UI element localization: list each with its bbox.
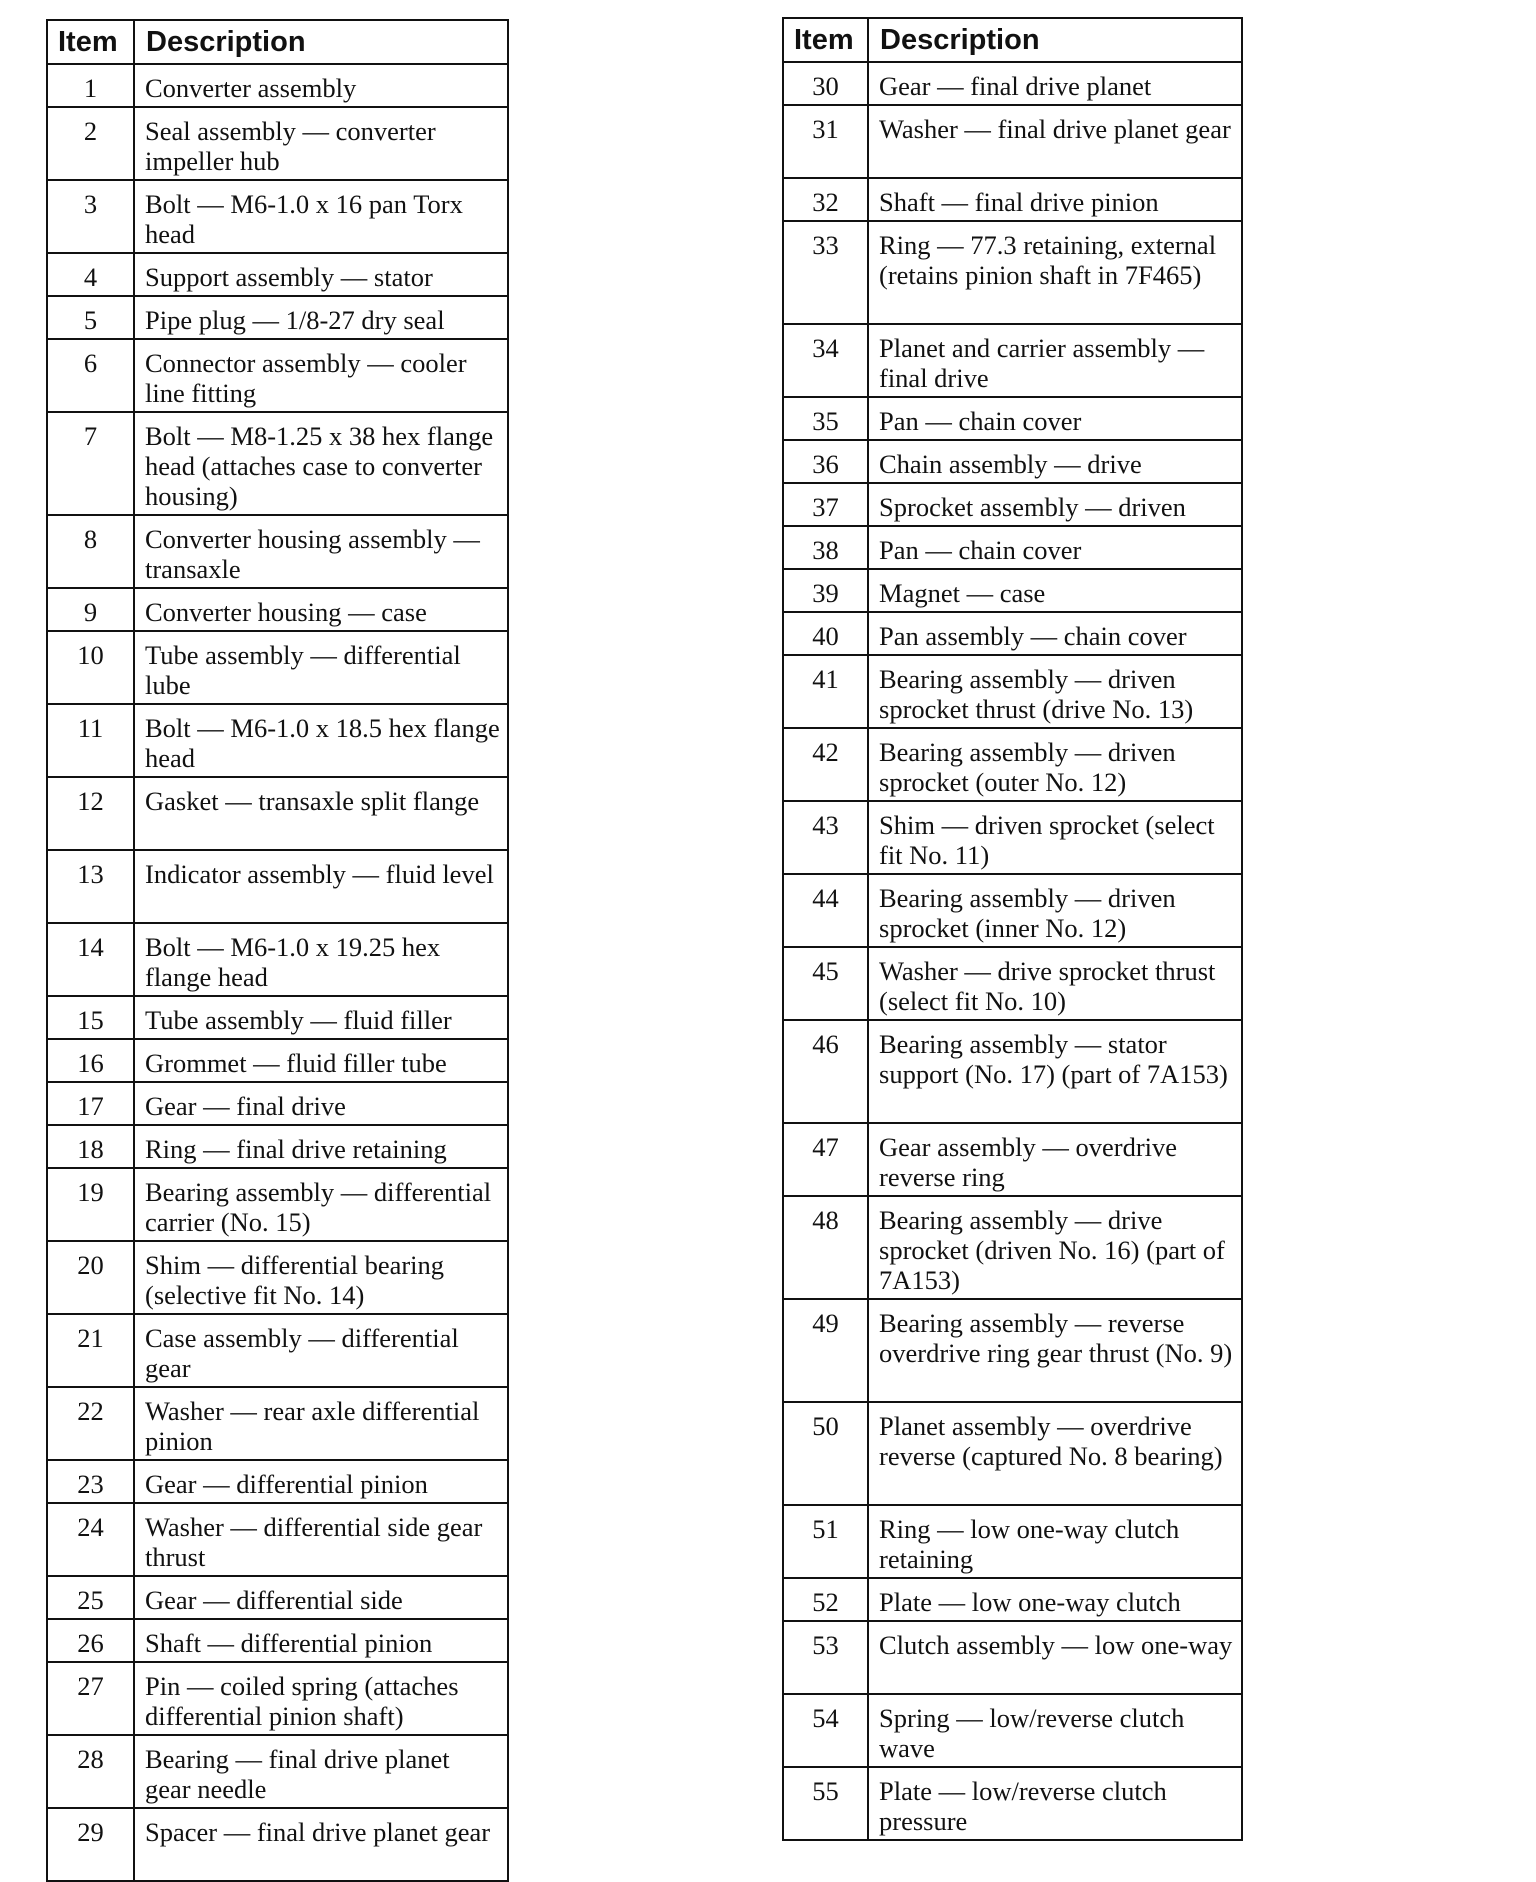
table-row [783,1578,1242,1621]
table-row [47,1314,508,1387]
table-row [47,1039,508,1082]
item-number: 43 [783,801,868,874]
item-description: Pin — coiled spring (attaches differential pinion shaft) [134,1662,508,1735]
item-number: 45 [783,947,868,1020]
table-row [783,1621,1242,1694]
item-number: 16 [47,1039,134,1082]
table-row [783,569,1242,612]
table-row [47,1460,508,1503]
item-number: 24 [47,1503,134,1576]
item-description: Connector assembly — cooler line fitting [134,339,508,412]
table-row [47,1576,508,1619]
item-number: 9 [47,588,134,631]
item-description: Bearing assembly — driven sprocket (inner No. 12) [868,874,1242,947]
item-description: Ring — final drive retaining [134,1125,508,1168]
item-description: Tube assembly — fluid filler [134,996,508,1039]
item-description: Washer — rear axle differential pinion [134,1387,508,1460]
item-number: 31 [783,105,868,178]
table-row [783,324,1242,397]
item-description: Seal assembly — converter impeller hub [134,107,508,180]
table-row [783,526,1242,569]
item-number: 11 [47,704,134,777]
item-number: 51 [783,1505,868,1578]
table-row [783,397,1242,440]
item-number: 21 [47,1314,134,1387]
item-number: 3 [47,180,134,253]
item-description: Clutch assembly — low one-way [868,1621,1242,1694]
item-description: Shim — differential bearing (selective fit No. 14) [134,1241,508,1314]
table-row [47,107,508,180]
item-description: Shaft — differential pinion [134,1619,508,1662]
item-description: Gasket — transaxle split flange [134,777,508,850]
item-number: 2 [47,107,134,180]
item-number: 22 [47,1387,134,1460]
item-description: Pan — chain cover [868,397,1242,440]
item-number: 46 [783,1020,868,1123]
table-row [47,923,508,996]
item-description: Bolt — M6-1.0 x 18.5 hex flange head [134,704,508,777]
item-description: Pipe plug — 1/8-27 dry seal [134,296,508,339]
item-description: Bearing assembly — reverse overdrive ring gear thrust (No. 9) [868,1299,1242,1402]
table-row [783,105,1242,178]
table-row [47,996,508,1039]
table-row [783,178,1242,221]
item-description: Gear — final drive [134,1082,508,1125]
item-description: Bolt — M8-1.25 x 38 hex flange head (attaches case to converter housing) [134,412,508,515]
item-number: 12 [47,777,134,850]
item-number: 10 [47,631,134,704]
item-description: Planet assembly — overdrive reverse (captured No. 8 bearing) [868,1402,1242,1505]
parts-table-left-body [47,64,508,1881]
item-number: 42 [783,728,868,801]
item-description: Indicator assembly — fluid level [134,850,508,923]
table-row [47,515,508,588]
item-description: Washer — final drive planet gear [868,105,1242,178]
item-number: 4 [47,253,134,296]
table-row [783,1299,1242,1402]
table-row [47,412,508,515]
item-description: Bolt — M6-1.0 x 19.25 hex flange head [134,923,508,996]
item-number: 20 [47,1241,134,1314]
item-number: 33 [783,221,868,324]
table-row [783,874,1242,947]
item-number: 39 [783,569,868,612]
table-row [47,1387,508,1460]
table-row [47,253,508,296]
item-description: Pan assembly — chain cover [868,612,1242,655]
item-number: 17 [47,1082,134,1125]
item-description: Case assembly — differential gear [134,1314,508,1387]
table-header-row [783,18,1242,62]
table-row [47,704,508,777]
item-number: 29 [47,1808,134,1881]
table-row [783,801,1242,874]
item-description: Washer — drive sprocket thrust (select fit No. 10) [868,947,1242,1020]
item-number: 6 [47,339,134,412]
item-number: 27 [47,1662,134,1735]
table-row [783,440,1242,483]
table-row [47,64,508,107]
item-number: 14 [47,923,134,996]
item-description: Bolt — M6-1.0 x 16 pan Torx head [134,180,508,253]
item-description: Bearing assembly — stator support (No. 17) (part of 7A153) [868,1020,1242,1123]
item-number: 48 [783,1196,868,1299]
item-number: 18 [47,1125,134,1168]
table-header-row [47,20,508,64]
item-number: 37 [783,483,868,526]
table-row [783,655,1242,728]
item-description: Spacer — final drive planet gear [134,1808,508,1881]
table-row [783,1505,1242,1578]
table-row [47,1808,508,1881]
item-number: 34 [783,324,868,397]
item-description: Sprocket assembly — driven [868,483,1242,526]
table-row [47,1082,508,1125]
table-row [47,1503,508,1576]
item-description: Plate — low/reverse clutch pressure [868,1767,1242,1840]
table-row [47,850,508,923]
item-description: Washer — differential side gear thrust [134,1503,508,1576]
item-number: 30 [783,62,868,105]
item-column-header: Item [783,18,868,62]
item-description: Pan — chain cover [868,526,1242,569]
item-description: Converter housing — case [134,588,508,631]
item-description: Bearing — final drive planet gear needle [134,1735,508,1808]
table-row [783,221,1242,324]
item-number: 19 [47,1168,134,1241]
table-row [783,728,1242,801]
item-number: 28 [47,1735,134,1808]
table-row [47,1662,508,1735]
item-number: 35 [783,397,868,440]
item-number: 5 [47,296,134,339]
item-description: Bearing assembly — drive sprocket (driven No. 16) (part of 7A153) [868,1196,1242,1299]
item-description: Bearing assembly — driven sprocket thrust (drive No. 13) [868,655,1242,728]
item-description: Planet and carrier assembly — final drive [868,324,1242,397]
item-number: 49 [783,1299,868,1402]
table-row [783,612,1242,655]
item-description: Converter assembly [134,64,508,107]
item-number: 1 [47,64,134,107]
table-row [47,1619,508,1662]
item-number: 44 [783,874,868,947]
item-number: 38 [783,526,868,569]
item-description: Ring — low one-way clutch retaining [868,1505,1242,1578]
item-number: 23 [47,1460,134,1503]
table-row [783,1123,1242,1196]
parts-table-left [46,19,509,1882]
item-number: 53 [783,1621,868,1694]
description-column-header: Description [868,18,1242,62]
table-row [783,1767,1242,1840]
item-number: 52 [783,1578,868,1621]
item-description: Shim — driven sprocket (select fit No. 11) [868,801,1242,874]
item-description: Gear assembly — overdrive reverse ring [868,1123,1242,1196]
item-number: 15 [47,996,134,1039]
item-description: Plate — low one-way clutch [868,1578,1242,1621]
item-description: Chain assembly — drive [868,440,1242,483]
item-number: 32 [783,178,868,221]
item-number: 47 [783,1123,868,1196]
table-row [783,483,1242,526]
item-number: 41 [783,655,868,728]
item-description: Bearing assembly — driven sprocket (outer No. 12) [868,728,1242,801]
table-row [47,1125,508,1168]
item-number: 7 [47,412,134,515]
item-description: Bearing assembly — differential carrier (No. 15) [134,1168,508,1241]
table-row [47,1168,508,1241]
table-row [783,1020,1242,1123]
table-row [47,631,508,704]
item-column-header: Item [47,20,134,64]
item-number: 50 [783,1402,868,1505]
description-column-header: Description [134,20,508,64]
item-description: Gear — final drive planet [868,62,1242,105]
table-row [47,777,508,850]
item-description: Gear — differential side [134,1576,508,1619]
table-row [47,1735,508,1808]
table-row [783,1694,1242,1767]
item-description: Magnet — case [868,569,1242,612]
item-description: Tube assembly — differential lube [134,631,508,704]
table-row [47,588,508,631]
item-description: Support assembly — stator [134,253,508,296]
table-row [783,62,1242,105]
item-number: 55 [783,1767,868,1840]
table-row [783,1196,1242,1299]
parts-table-right [782,17,1243,1841]
item-description: Spring — low/reverse clutch wave [868,1694,1242,1767]
table-row [783,1402,1242,1505]
table-row [47,339,508,412]
item-description: Gear — differential pinion [134,1460,508,1503]
item-description: Shaft — final drive pinion [868,178,1242,221]
item-number: 54 [783,1694,868,1767]
item-number: 40 [783,612,868,655]
item-description: Ring — 77.3 retaining, external (retains pinion shaft in 7F465) [868,221,1242,324]
item-description: Grommet — fluid filler tube [134,1039,508,1082]
table-row [47,180,508,253]
parts-table-right-body [783,62,1242,1840]
table-row [783,947,1242,1020]
table-row [47,1241,508,1314]
item-number: 26 [47,1619,134,1662]
item-number: 13 [47,850,134,923]
table-row [47,296,508,339]
item-number: 36 [783,440,868,483]
item-description: Converter housing assembly — transaxle [134,515,508,588]
item-number: 8 [47,515,134,588]
item-number: 25 [47,1576,134,1619]
